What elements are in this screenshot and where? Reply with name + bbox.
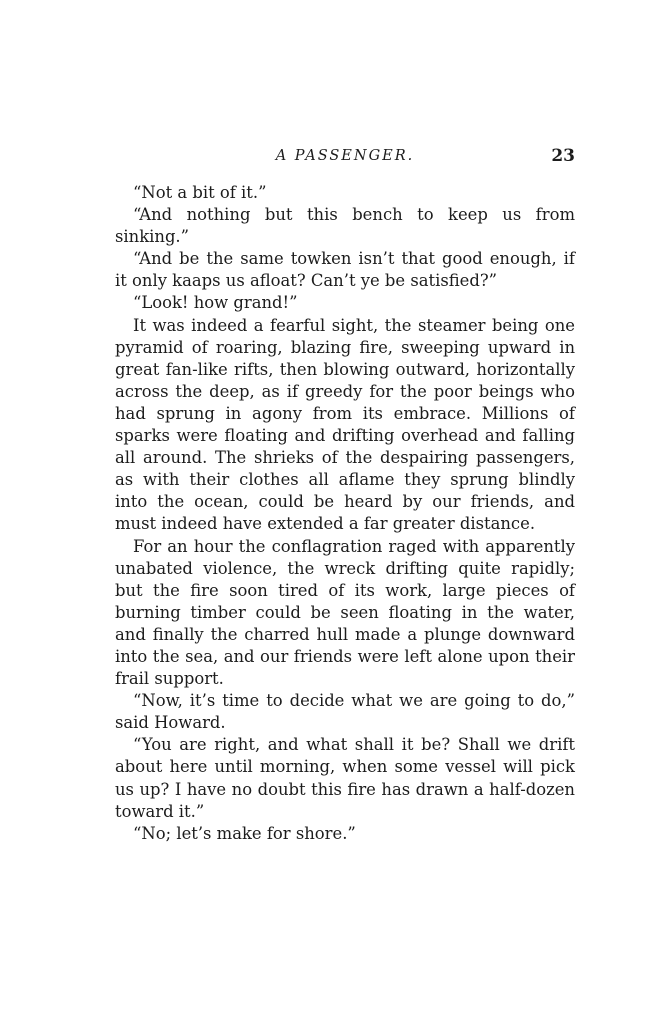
- paragraph: “No; let’s make for shore.”: [133, 823, 356, 843]
- paragraph: “And nothing but this bench to keep us from sinking.”: [115, 205, 575, 247]
- paragraph: “And be the same towken isn’t that good enough, if it only kaaps us afloat? Can’t ye be satisfied?”: [115, 249, 575, 291]
- paragraph: For an hour the conflagration raged with apparently unabated violence, the wreck drifting quite rapidly; but the fire soon tired of its work, large pieces of burning timber could be seen floating in the water, and finally the charred hull made a plunge downward into the sea, and our friends were left alone upon their frail support.: [115, 536, 575, 689]
- paragraph: It was indeed a fearful sight, the steamer being one pyramid of roaring, blazing fire, sweeping upward in great fan-like rifts, then blowing outward, horizontally across the deep, as if greedy for the poor beings who had sprung in agony from its embrace. Millions of sparks were floating and drifting overhead and falling all around. The shrieks of the despairing passengers, as with their clothes all aflame they sprung blindly into the ocean, could be heard by our friends, and must indeed have extended a far greater distance.: [115, 315, 575, 534]
- page-header: [115, 146, 575, 170]
- running-title: A PASSENGER.: [275, 148, 415, 164]
- paragraph: “Look! how grand!”: [133, 293, 298, 313]
- paragraph: “Now, it’s time to decide what we are going to do,” said Howard.: [115, 691, 575, 733]
- page-number: 23: [551, 146, 575, 166]
- paragraph: “You are right, and what shall it be? Shall we drift about here until morning, when some vessel will pick us up? I have no doubt this fire has drawn a half-dozen toward it.”: [115, 735, 575, 821]
- paragraph: “Not a bit of it.”: [133, 183, 267, 202]
- body-text: [115, 182, 575, 845]
